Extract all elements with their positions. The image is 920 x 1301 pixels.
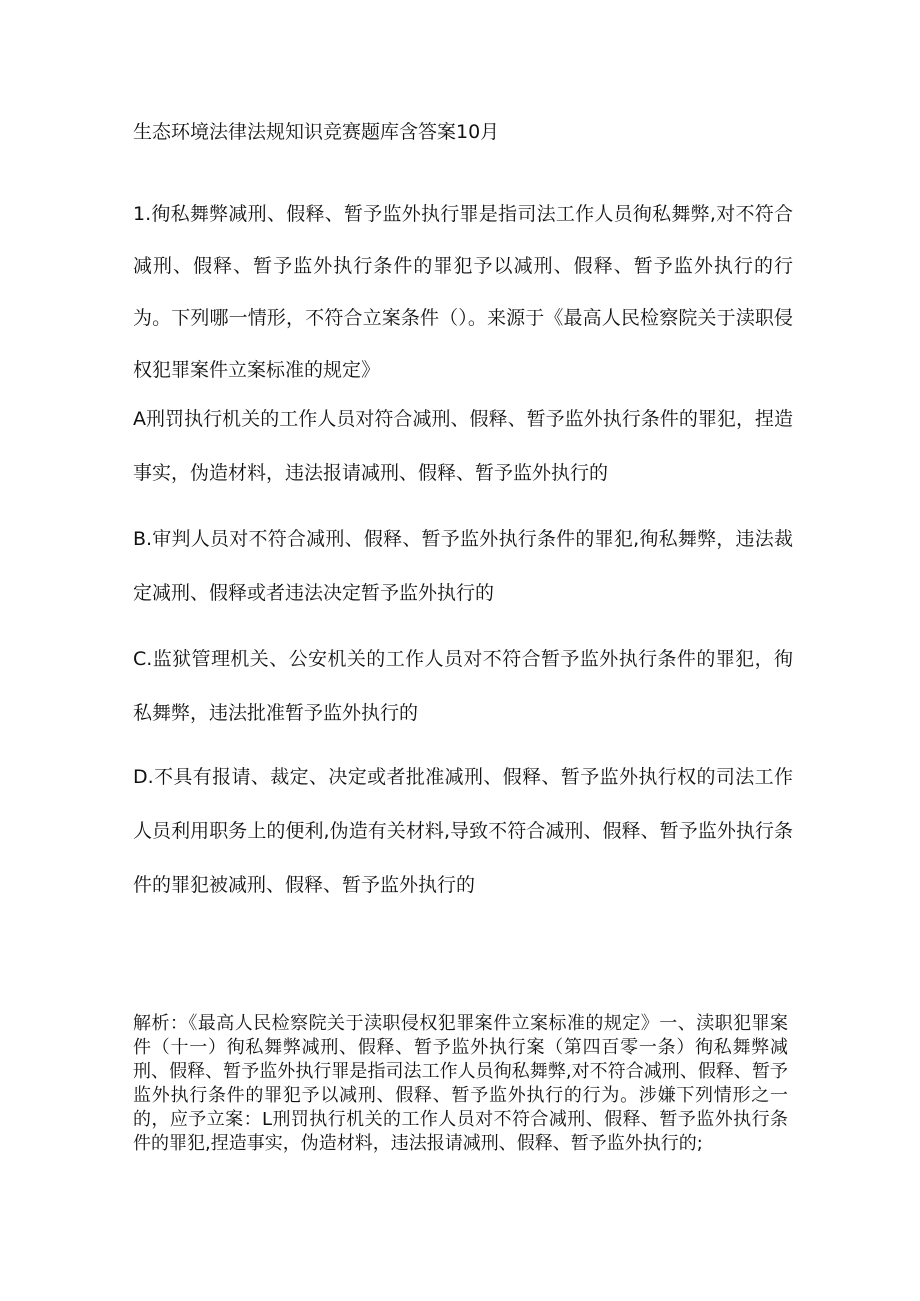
option-c: C.监狱管理机关、公安机关的工作人员对不符合暂予监外执行条件的罪犯，徇私舞弊，违法批准暂予监外执行的 — [133, 648, 793, 724]
question-text: 1.徇私舞弊减刑、假释、暂予监外执行罪是指司法工作人员徇私舞弊,对不符合减刑、假释、暂予监外执行条件的罪犯予以减刑、假释、暂予监外执行的行为。下列哪一情形，不符合立案条件（）。来源于《最高人民检察院关于渎职侵权犯罪案件立案标准的规定》 — [133, 203, 793, 381]
option-a: A刑罚执行机关的工作人员对符合减刑、假释、暂予监外执行条件的罪犯，捏造事实，伪造材料，违法报请减刑、假释、暂予监外执行的 — [133, 408, 793, 484]
analysis-text: 解析：《最高人民检察院关于渎职侵权犯罪案件立案标准的规定》一、渎职犯罪案件（十一）徇私舞弊减刑、假释、暂予监外执行案（第四百零一条）徇私舞弊减刑、假释、暂予监外执行罪是指司法工作人员徇私舞弊,对不符合减刑、假释、暂予监外执行条件的罪犯予以减刑、假释、暂予监外执行的行为。涉嫌下列情形之一的，应予立案：L刑罚执行机关的工作人员对不符合减刑、假释、暂予监外执行条件的罪犯,捏造事实，伪造材料，违法报请减刑、假释、暂予监外执行的; — [133, 1013, 788, 1154]
option-d: D.不具有报请、裁定、决定或者批准减刑、假释、暂予监外执行权的司法工作人员利用职务上的便利,伪造有关材料,导致不符合减刑、假释、暂予监外执行条件的罪犯被减刑、假释、暂予监外执行的 — [133, 766, 793, 896]
document-title: 生态环境法律法规知识竞赛题库含答案10月 — [133, 121, 500, 143]
option-b: B.审判人员对不符合减刑、假释、暂予监外执行条件的罪犯,徇私舞弊，违法裁定减刑、假释或者违法决定暂予监外执行的 — [133, 528, 793, 604]
